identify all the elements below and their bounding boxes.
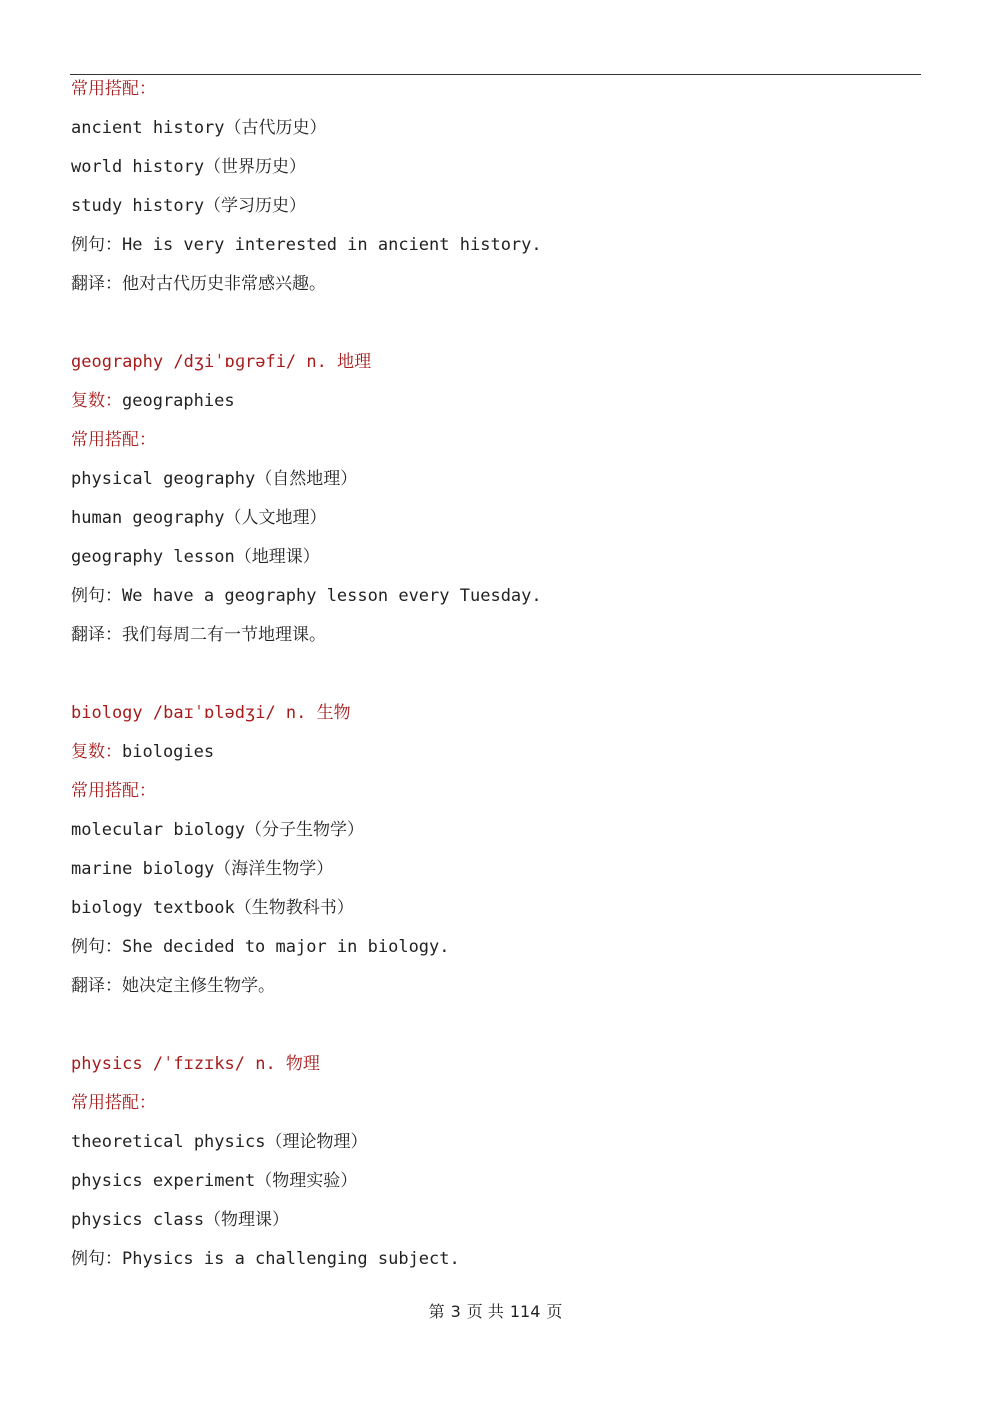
collocation-item: biology textbook（生物教科书） [71, 898, 354, 918]
collocation-item: geography lesson（地理课） [71, 547, 320, 567]
translation-label: 翻译： [71, 274, 122, 294]
translation-label: 翻译： [71, 976, 122, 996]
collocation-item: theoretical physics（理论物理） [71, 1132, 368, 1152]
translation-line: 翻译：她决定主修生物学。 [71, 976, 275, 996]
example-label: 例句： [71, 235, 122, 255]
example-sentence: 例句：We have a geography lesson every Tuesday. [71, 586, 542, 606]
plural-line: 复数：biologies [71, 742, 215, 762]
page-content [71, 70, 921, 1279]
example-label: 例句： [71, 586, 122, 606]
headword-geography: geography /dʒiˈɒɡrəfi/ n. 地理 [71, 352, 372, 372]
collocations-label: 常用搭配： [71, 79, 156, 99]
collocation-item: physics experiment（物理实验） [71, 1171, 358, 1191]
headword-physics: physics /ˈfɪzɪks/ n. 物理 [71, 1054, 320, 1074]
example-label: 例句： [71, 1249, 122, 1269]
collocation-item: marine biology（海洋生物学） [71, 859, 334, 879]
collocation-item: world history（世界历史） [71, 157, 307, 177]
headword-biology: biology /baɪˈɒlədʒi/ n. 生物 [71, 703, 351, 723]
footer-prefix: 第 [428, 1302, 445, 1321]
page-total: 114 [509, 1302, 541, 1321]
example-sentence: 例句：He is very interested in ancient history. [71, 235, 542, 255]
example-sentence: 例句：Physics is a challenging subject. [71, 1249, 460, 1269]
collocations-label: 常用搭配： [71, 781, 156, 801]
plural-label: 复数： [71, 742, 122, 762]
translation-line: 翻译：我们每周二有一节地理课。 [71, 625, 326, 645]
collocation-item: study history（学习历史） [71, 196, 307, 216]
page-footer [0, 1299, 991, 1322]
collocations-label: 常用搭配： [71, 1093, 156, 1113]
collocation-item: physical geography（自然地理） [71, 469, 358, 489]
plural-line: 复数：geographies [71, 391, 235, 411]
footer-suffix: 页 [546, 1302, 563, 1321]
example-label: 例句： [71, 937, 122, 957]
page-number: 3 [450, 1302, 461, 1321]
footer-mid: 页 共 [466, 1302, 504, 1321]
translation-label: 翻译： [71, 625, 122, 645]
translation-line: 翻译：他对古代历史非常感兴趣。 [71, 274, 326, 294]
example-sentence: 例句：She decided to major in biology. [71, 937, 450, 957]
collocations-label: 常用搭配： [71, 430, 156, 450]
collocation-item: physics class（物理课） [71, 1210, 290, 1230]
collocation-item: human geography（人文地理） [71, 508, 327, 528]
collocation-item: molecular biology（分子生物学） [71, 820, 364, 840]
plural-label: 复数： [71, 391, 122, 411]
collocation-item: ancient history（古代历史） [71, 118, 327, 138]
